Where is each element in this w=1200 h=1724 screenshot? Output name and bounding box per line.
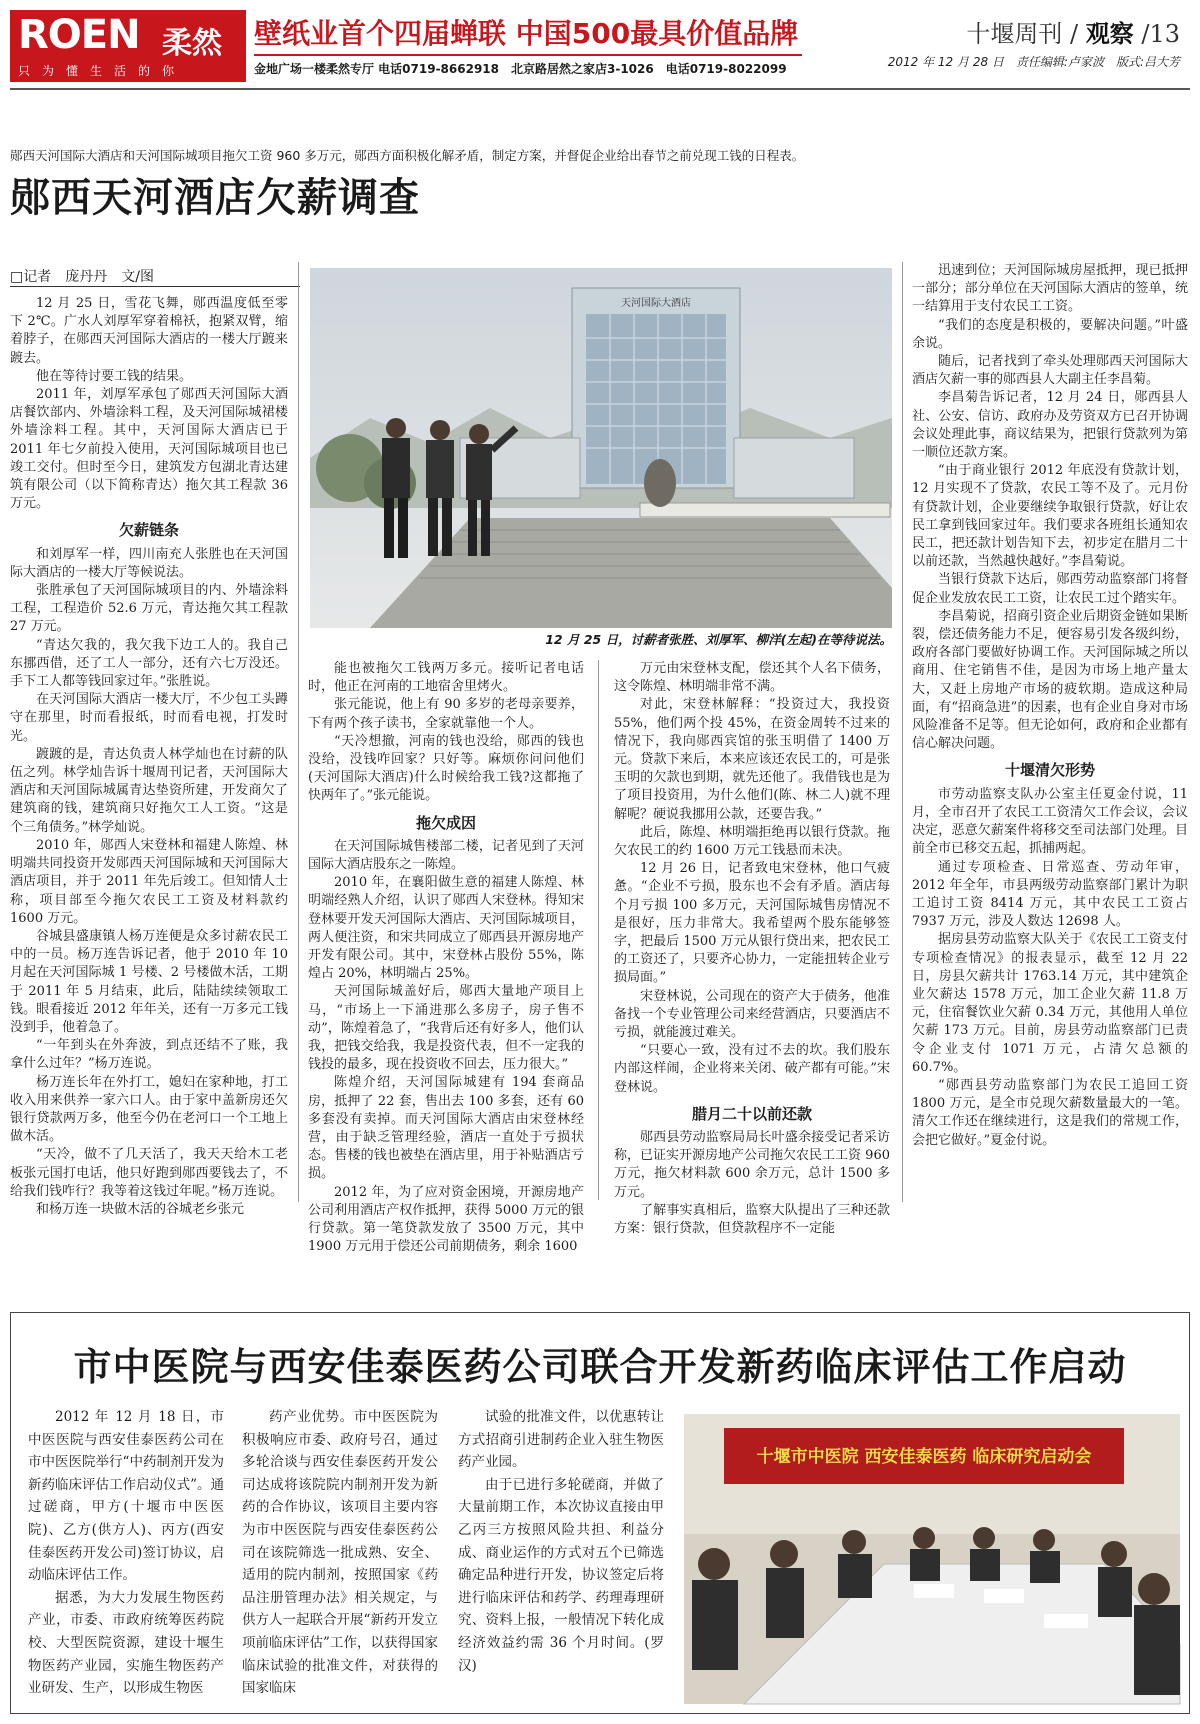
paragraph: 试验的批准文件，以优惠转让方式招商引进制药企业入驻生物医药产业园。 (458, 1409, 664, 1471)
hotel-photo-illustration (310, 268, 892, 628)
article-headline: 郧西天河酒店欠薪调查 (10, 174, 420, 221)
paragraph: 药产业优势。市中医医院为积极响应市委、政府号召，通过多轮洽谈与西安佳泰医药开发公司达成将该院院内制剂开发为新药的合作协议，该项目主要内容为市中医医院与西安佳泰医药公司在该院筛选一批成熟、安全、适用的院内制剂，按照国家《药品注册管理办法》相关规定，与供方人一起联合开展“新药开发立项前临床评估”工作，以获得国家临床试验的批准文件，对获得的国家临床 (242, 1409, 438, 1697)
paragraph: 和杨万连一块做木活的谷城老乡张元 (36, 1201, 245, 1217)
byline-rule (10, 286, 300, 287)
article-column-3 (614, 660, 890, 1237)
paragraph: 陈煌介绍，天河国际城建有 194 套商品房，抵押了 22 套，售出去 100 多套，还有 60 多套没有卖掉。而天河国际大酒店由宋登林经营，由于缺乏管理经验，酒店一直处于亏损状态。售楼的钱也被垫在酒店里，用于补贴酒店亏损。 (308, 1075, 584, 1182)
column-divider (902, 262, 903, 1202)
section-name: 观察 (1085, 19, 1134, 48)
hotel-photo (310, 268, 892, 628)
paragraph: 随后，记者找到了牵头处理郧西天河国际大酒店欠薪一事的郧西县人大副主任李昌菊。 (912, 354, 1188, 388)
paragraph: 张元能说，他上有 90 多岁的老母亲要养，下有两个孩子读书，全家就靠他一个人。 (308, 697, 584, 731)
subheading: 腊月二十以前还款 (691, 1104, 812, 1123)
masthead (10, 10, 1190, 82)
article2-column-1 (28, 1406, 224, 1706)
brand-logo-text: ROEN (18, 12, 140, 58)
paragraph: 12 月 25 日，雪花飞舞，郧西温度低至零下 2℃。广水人刘厚军穿着棉袄，抱紧双臂，缩着脖子，在郧西天河国际大酒店的一楼大厅踱来踱去。 (10, 296, 288, 366)
paragraph: 据房县劳动监察大队关于《农民工工资支付专项检查情况》的报表显示，截至 12 月 22 日，房县欠薪共计 1763.14 万元，其中建筑企业欠薪达 1578 万元，加工企业欠薪 11.8 万元，住宿餐饮业欠薪 0.34 万元，其他用人单位欠薪 173 万元。目前，房县劳动监察部门已责令企业支付 1071 万元，占清欠总额的 60.7%。 (912, 932, 1188, 1075)
paragraph: 12 月 26 日，记者致电宋登林，他口气疲惫。“企业不亏损，股东也不会有矛盾。酒店每个月亏损 100 多万元，天河国际城售房情况不是很好，压力非常大。我希望两个股东能够签字，把最后 1500 万元从银行贷出来，把农民工的工资还了，只要齐心协力，一定能扭转企业亏损局面。” (614, 861, 890, 986)
section-line (888, 14, 1180, 49)
paragraph: 此后，陈煌、林明端拒绝再以银行贷款。拖欠农民工的约 1600 万元工钱悬而未决。 (614, 824, 890, 859)
paragraph: 2011 年，刘厚军承包了郧西天河国际大酒店餐饮部内、外墙涂料工程，及天河国际城裙楼外墙涂料工程。其中，天河国际大酒店已于 2011 年七夕前投入使用，天河国际城项目也已竣工交付。但时至今日，建筑发方包湖北青达建筑有限公司（以下简称青达）拖欠其工程款 36 万元。 (10, 387, 288, 512)
paragraph: 天河国际城盖好后，郧西大量地产项目上马，“市场上一下涌进那么多房子，房子售不动”，陈煌着急了，“我背后还有好多人，他们认我，把钱交给我，我是投资代表，但不一定我的钱投的最多，现在投资收不回去，压力很大。” (308, 984, 584, 1073)
photo-caption: 12 月 25 日，讨薪者张胜、刘厚军、柳洋(左起)在等待说法。 (545, 632, 892, 647)
separator: / (1070, 20, 1079, 48)
ad-divider (254, 54, 802, 56)
column-divider (598, 660, 599, 1200)
subheading: 十堰清欠形势 (1004, 761, 1095, 780)
header-rule (10, 88, 1190, 90)
column-divider (298, 262, 299, 1202)
brand-chinese-name: 柔然 (162, 26, 222, 61)
article-column-1 (10, 295, 288, 1217)
paragraph: 据悉，为大力发展生物医药产业，市委、市政府统筹医药院校、大型医院资源，建设十堰生物医药产业园，实施生物医药产业研发、生产，以形成生物医 (28, 1589, 224, 1697)
paragraph: 当银行贷款下达后，郧西劳动监察部门将督促企业发放农民工工资，让农民工过个踏实年。 (912, 572, 1188, 606)
advertisement-banner (254, 10, 802, 82)
meeting-banner-text: 十堰市中医院 西安佳泰医药 临床研究启动会 (756, 1447, 1092, 1467)
brand-ad-logo (10, 10, 246, 82)
paragraph: 由于已进行多轮磋商，并做了大量前期工作，本次协议直接由甲乙丙三方按照风险共担、利益分成、商业运作的方式对五个已筛选确定品种进行开发，协议签定后将进行临床评估和药学、药理毒理研究、资料上报，一般情况下转化成经济效益约需 36 个月时间。(罗汉) (458, 1476, 664, 1674)
paragraph: “青达欠我的，我欠我下边工人的。我自己东挪西借，还了工人一部分，还有六七万没还。手下工人都等钱回家过年。”张胜说。 (10, 637, 288, 690)
paragraph: 宋登林说，公司现在的资产大于债务，他准备找一个专业管理公司来经营酒店，只要酒店不亏损，就能渡过难关。 (614, 988, 890, 1041)
page-header (888, 14, 1180, 70)
paragraph: 在天河国际大酒店一楼大厅，不少包工头蹲守在那里，时而看报纸，时而看电视，打发时光。 (10, 692, 288, 744)
paragraph: 市劳动监察支队办公室主任夏金付说，11 月，全市召开了农民工工资清欠工作会议，会议决定，恶意欠薪案件将移交至司法部门处理。目前全市已移交五起，抓捕两起。 (912, 786, 1188, 857)
paragraph: “我们的态度是积极的，要解决问题。”叶盛余说。 (912, 317, 1188, 351)
paragraph: 张胜承包了天河国际城项目的内、外墙涂料工程，工程造价 52.6 万元，青达拖欠其工程款 27 万元。 (10, 583, 288, 635)
brand-slogan: 只为懂生活的你 (18, 64, 187, 78)
paragraph: 2010 年，郧西人宋登林和福建人陈煌、林明端共同投资开发郧西天河国际城和天河国际大酒店项目，并于 2011 年先后竣工。但知情人士称，项目部至今拖欠农民工工资及材料款约 1600 万元。 (10, 837, 288, 926)
paragraph: 对此，宋登林解释：“投资过大，我投资 55%，他们两个投 45%，在资金周转不过来的情况下，我向郧西宾馆的张玉明借了 1400 万元。贷款下来后，本来应该还农民工的，可是张玉明的欠款也到期，就先还他了。我借钱也是为了项目投资用，为什么他们(陈、林二人)就不理解呢？硬说我挪用公款，还要告我。” (614, 697, 890, 822)
paragraph: “天冷，做不了几天活了，我天天给木工老板张元国打电话，他只好跑到郧西要钱去了，不给我们钱咋行？我等着这钱过年呢。”杨万连说。 (10, 1147, 288, 1199)
paragraph: 2012 年，为了应对资金困境，开源房地产公司利用酒店产权作抵押，获得 5000 万元的银行贷款。第一笔贷款发放了 3500 万元，其中 1900 万元用于偿还公司前期债务，剩余 1600 (308, 1184, 584, 1255)
paragraph: 能也被拖欠工钱两万多元。接听记者电话时，他正在河南的工地宿舍里烤火。 (308, 661, 584, 695)
paragraph: “天冷想撤，河南的钱也没给，郧西的钱也没给，没钱咋回家？只好等。麻烦你问问他们(天河国际大酒店)什么时候给我工钱?这都拖了快两年了。”张元能说。 (308, 733, 584, 804)
paragraph: 了解事实真相后，监察大队提出了三种还款方案：银行贷款，但贷款程序不一定能 (614, 1202, 890, 1237)
paragraph: “只要心一致，没有过不去的坎。我们股东内部这样闹，企业将来关闭、破产都有可能。”宋登林说。 (614, 1043, 890, 1095)
paragraph: 他在等待讨要工钱的结果。 (36, 368, 193, 384)
subheading: 拖欠成因 (415, 813, 476, 832)
paragraph: 迅速到位；天河国际城房屋抵押，现已抵押一部分；部分单位在天河国际大酒店的签单，统一结算用于支付农民工工资。 (912, 263, 1188, 315)
paragraph: “由于商业银行 2012 年底没有贷款计划，12 月实现不了贷款，农民工等不及了。元月份有贷款计划，企业要继续争取银行贷款，好让农民工拿到钱回家过年。我们要求各班组长通知农民工，把还款计划告知下去，初步定在腊月二十以前还款，当然越快越好。”李昌菊说。 (912, 463, 1188, 570)
paper-name: 十堰周刊 (966, 20, 1063, 48)
paragraph: 万元由宋登林支配，偿还其个人名下债务，这令陈煌、林明端非常不满。 (614, 661, 890, 695)
ad-headline: 壁纸业首个四届蝉联 中国500最具价值品牌 (254, 17, 799, 50)
ad-address: 金地广场一楼柔然专厅 电话0719-8662918 北京路居然之家店3-1026 电话0719-8022099 (254, 62, 787, 76)
article-column-4 (912, 262, 1188, 1202)
paragraph: 谷城县盛康镇人杨万连便是众多讨薪农民工中的一员。杨万连告诉记者，他于 2010 年 10 月起在天河国际城 1 号楼、2 号楼做木活，工期于 2011 年 5 月结束，此后，陆陆续续领取工钱。眼看接近 2012 年年关，还有一万多元工钱没到手，他着急了。 (10, 928, 288, 1035)
paragraph: 踱踱的是，青达负责人林学灿也在讨薪的队伍之列。林学灿告诉十堰周刊记者，天河国际大酒店和天河国际城属青达垫资所建，开发商欠了建筑商的钱，建筑商只好拖欠工人工资。“这是个三角债务。”林学灿说。 (10, 746, 288, 835)
paragraph: “一年到头在外奔波，到点还结不了账，我拿什么过年？”杨万连说。 (10, 1038, 288, 1072)
article2-headline: 市中医院与西安佳泰医药公司联合开发新药临床评估工作启动 (73, 1344, 1127, 1389)
paragraph: 和刘厚军一样，四川南充人张胜也在天河国际大酒店的一楼大厅等候说法。 (10, 546, 288, 580)
photo-hotel-sign: 天河国际大酒店 (621, 298, 691, 309)
paragraph: 李昌菊说，招商引资企业后期资金链如果断裂，偿还债务能力不足，便容易引发各级纠纷，政府各部门要做好协调工作。天河国际城之所以商用、住宅销售不佳，是因为市场上地产量太大，又赶上房地产市场的疲软期。造成这种局面，有“招商急进”的因素，也有企业自身对市场风险准备不足等。但无论如何，政府和企业都有信心解决问题。 (912, 608, 1188, 752)
article-column-2 (308, 660, 584, 1255)
meeting-photo-illustration (684, 1414, 1180, 1704)
issue-meta: 2012 年 12 月 28 日 责任编辑:卢家波 版式:吕大芳 (887, 55, 1180, 69)
paragraph: “郧西县劳动监察部门为农民工追回工资 1800 万元，是全市兑现欠薪数量最大的一笔。清欠工作还在继续进行，这是我们的常规工作，会把它做好。”夏金付说。 (912, 1077, 1188, 1148)
article-dek: 郧西天河国际大酒店和天河国际城项目拖欠工资 960 多万元，郧西方面积极化解矛盾，制定方案，并督促企业给出春节之前兑现工钱的日程表。 (10, 148, 805, 163)
paragraph: 2010 年，在襄阳做生意的福建人陈煌、林明端经熟人介绍，认识了郧西人宋登林。得知宋登林要开发天河国际大酒店、天河国际城项目，两人便注资，和宋共同成立了郧西县开源房地产开发有限公司。其中，宋登林占股份 55%，陈煌占 20%，林明端占 25%。 (308, 875, 584, 982)
paragraph: 2012 年 12 月 18 日，市中医医院与西安佳泰医药公司在市中医医院举行“中药制剂开发为新药临床评估工作启动仪式”。通过磋商，甲方(十堰市中医医院)、乙方(供方人)、丙方(西安佳泰医药开发公司)签订协议，启动临床评估工作。 (28, 1409, 224, 1584)
paragraph: 李昌菊告诉记者，12 月 24 日，郧西县人社、公安、信访、政府办及劳资双方已召开协调会议处理此事，商议结果为，把银行贷款列为第一顺位还款方案。 (912, 390, 1188, 461)
subheading: 欠薪链条 (118, 521, 179, 540)
paragraph: 在天河国际城售楼部二楼，记者见到了天河国际大酒店股东之一陈煌。 (308, 838, 584, 873)
article2-column-3 (458, 1406, 664, 1706)
paragraph: 杨万连长年在外打工，媳妇在家种地，打工收入用来供养一家六口人。由于家中盖新房还欠银行贷款两万多，他至今仍在老河口一个工地上做木活。 (10, 1074, 288, 1145)
byline: □记者 庞丹丹 文/图 (10, 269, 154, 285)
meeting-photo (684, 1414, 1180, 1704)
paragraph: 郧西县劳动监察局局长叶盛余接受记者采访称，已证实开源房地产公司拖欠农民工工资 960 万元，拖欠材料款 600 余万元，总计 1500 多万元。 (614, 1130, 890, 1200)
page-number: /13 (1141, 20, 1180, 48)
paragraph: 通过专项检查、日常巡查、劳动年审，2012 年全年，市县两级劳动监察部门累计为职工追讨工资 8414 万元，其中农民工工资占 7937 万元，涉及人数达 12698 人。 (912, 859, 1188, 930)
article2-column-2 (242, 1406, 438, 1706)
